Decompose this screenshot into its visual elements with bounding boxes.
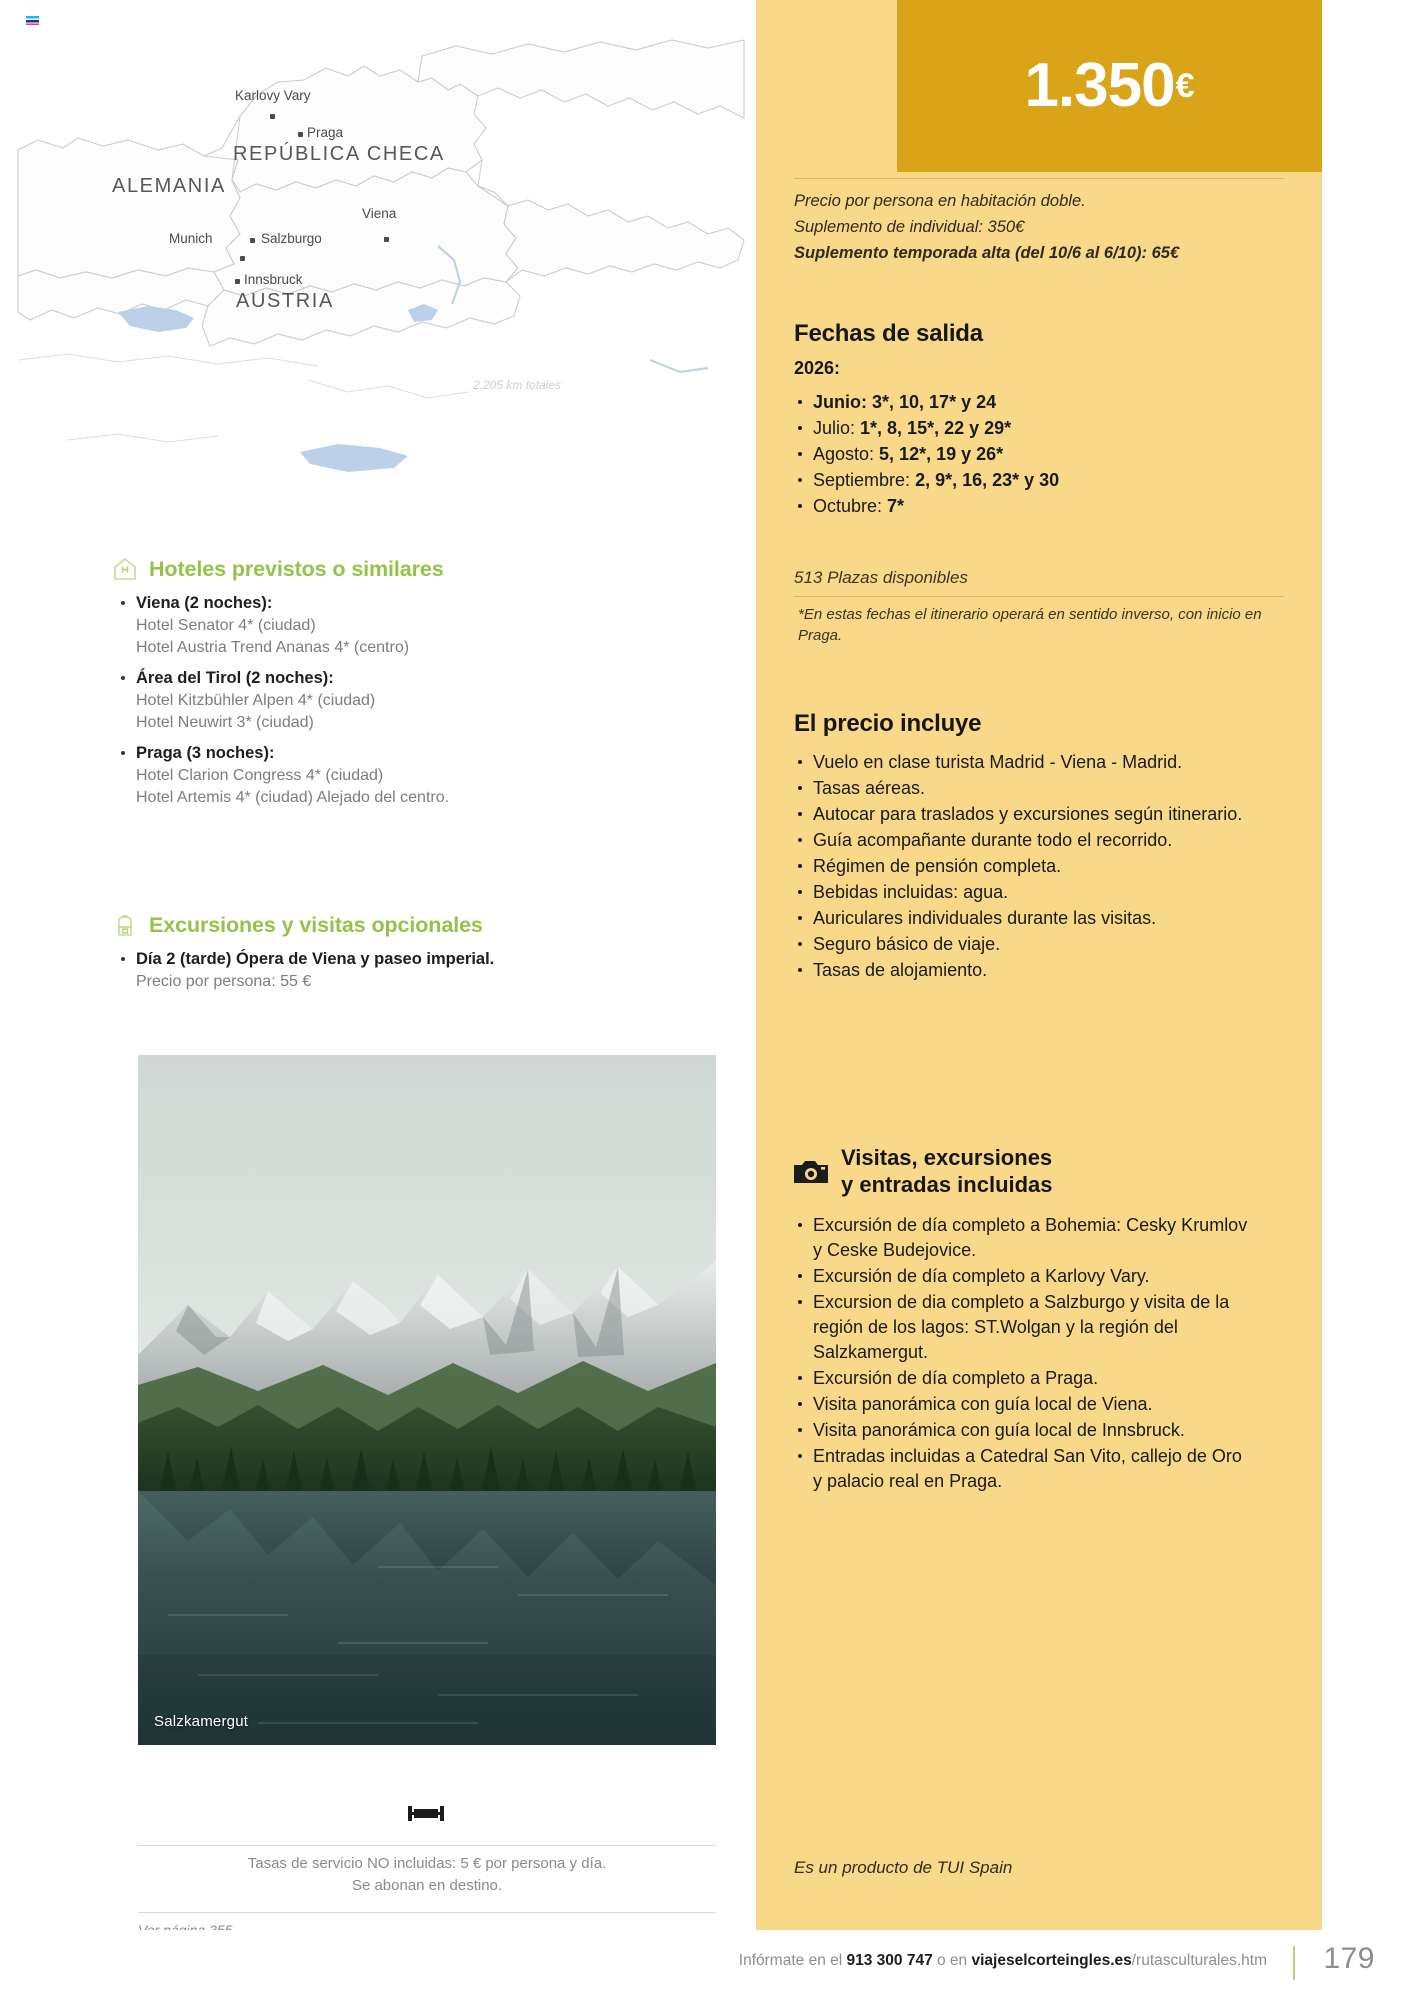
right-info-panel [756,0,1322,1930]
departure-month: Julio: [813,418,861,439]
include-item: Auriculares individuales durante las visitas. [794,906,1249,931]
hotels-heading-text: Hoteles previstos o similares [149,556,444,581]
optional-excursions-heading-text: Excursiones y visitas opcionales [149,912,483,937]
footer-accent-bar [1293,1946,1295,1980]
departures-footnote: *En estas fechas el itinerario operará en sentido inverso, con inicio en Praga. [798,606,1262,644]
visit-item: Excursión de día completo a Karlovy Vary. [794,1264,1254,1289]
include-item: Régimen de pensión completa. [794,854,1249,879]
photo-caption: Salzkamergut [154,1713,249,1730]
map-dot-munich [240,256,245,261]
departure-month: Agosto: [813,444,880,465]
departure-days: 7* [887,496,905,517]
departures-list [794,390,1294,520]
route-map [8,20,748,490]
optional-excursion-price: Precio por persona: 55 € [136,972,312,990]
optional-excursion-item [112,948,732,993]
map-vector [8,20,748,490]
price-divider [794,178,1284,179]
map-city-label-karlovy-vary: Karlovy Vary [235,88,311,103]
departure-days: 2, 9*, 16, 23* y 30 [915,470,1060,491]
map-country-label-alemania: ALEMANIA [112,175,226,197]
departure-month: Octubre: [813,496,888,517]
footer-contact-text [739,1952,1267,1970]
include-item: Tasas de alojamiento. [794,958,1249,983]
visit-item: Entradas incluidas a Catedral San Vito, callejo de Oro y palacio real en Praga. [794,1444,1254,1494]
bed-icon [406,1800,446,1826]
departure-row [794,442,1294,467]
price-note-high-season: Suplemento temporada alta (del 10/6 al 6/10): 65€ [794,244,1180,262]
hotel-name: Hotel Clarion Congress 4* (ciudad) [136,766,384,784]
hotel-name: Hotel Kitzbühler Alpen 4* (ciudad) [136,691,376,709]
footer-middle: o en [932,1952,972,1969]
map-city-label-viena: Viena [362,206,397,221]
include-item: Guía acompañante durante todo el recorrido. [794,828,1249,853]
salzkamergut-lake-photo [138,1055,716,1745]
camera-icon [794,1159,828,1185]
hotel-group-praga [112,742,732,809]
include-item: Tasas aéreas. [794,776,1249,801]
footer-prefix: Infórmate en el [738,1952,847,1969]
hotel-group-viena [112,592,732,659]
departure-row [794,416,1294,441]
hotel-group-tirol [112,667,732,734]
departure-row [794,390,1294,415]
product-provider-note: Es un producto de TUI Spain [794,1858,1013,1877]
map-dot-innsbruck [235,279,240,284]
optional-excursion-title: Día 2 (tarde) Ópera de Viena y paseo imperial. [136,950,495,968]
page-number: 179 [1323,1942,1375,1975]
hotel-name: Hotel Senator 4* (ciudad) [136,616,316,634]
map-city-label-innsbruck: Innsbruck [244,272,303,287]
hotel-group-title: Praga (3 noches): [136,743,275,762]
service-tax-line-2: Se abonan en destino. [351,1876,503,1894]
include-item: Seguro básico de viaje. [794,932,1249,957]
departure-month: Septiembre: [813,470,916,491]
departures-year: 2026: [794,358,841,378]
map-dot-karlovy-vary [270,114,275,119]
tax-divider-bottom [138,1912,716,1913]
footer-site[interactable]: viajeselcorteingles.es [971,1952,1132,1969]
visits-list [794,1213,1254,1495]
price-note-double-room: Precio por persona en habitación doble. [794,192,1086,210]
hotel-name: Hotel Neuwirt 3* (ciudad) [136,713,314,731]
map-country-label-republica-checa: REPÚBLICA CHECA [233,143,445,165]
map-dot-praga [298,132,303,137]
include-item: Autocar para traslados y excursiones según itinerario. [794,802,1249,827]
hotels-list [112,592,732,811]
departure-row [794,494,1294,519]
visits-heading [794,1145,1053,1199]
tax-divider-top [138,1845,716,1846]
departures-heading: Fechas de salida [794,320,983,347]
departure-days: 3*, 10, 17* y 24 [872,392,997,412]
departure-days: 1*, 8, 15*, 22 y 29* [860,418,1012,439]
hotel-group-title: Viena (2 noches): [136,594,273,612]
departure-month: Junio: [813,392,872,412]
includes-list [794,750,1249,984]
hotel-name: Hotel Austria Trend Ananas 4* (centro) [136,638,410,656]
map-city-label-salzburgo: Salzburgo [261,231,322,246]
hotel-name: Hotel Artemis 4* (ciudad) Alejado del centro. [136,788,450,806]
hotels-section-heading [112,556,444,582]
map-dot-salzburgo [250,238,255,243]
map-country-label-austria: AUSTRIA [236,290,334,312]
visits-heading-line-2: y entradas incluidas [841,1171,1053,1197]
optional-excursions-heading [112,912,483,938]
service-tax-note [138,1853,716,1897]
map-total-km-label: 2.205 km totales [473,378,562,392]
page-footer [0,1930,1419,2000]
available-seats: 513 Plazas disponibles [794,568,968,587]
visits-heading-line-1: Visitas, excursiones [841,1145,1053,1170]
visit-item: Visita panorámica con guía local de Viena. [794,1392,1254,1417]
seats-divider [794,596,1284,597]
photo-illustration [138,1055,716,1745]
visit-item: Excursión de día completo a Praga. [794,1366,1254,1391]
include-item: Vuelo en clase turista Madrid - Viena - Madrid. [794,750,1249,775]
map-city-label-munich: Munich [169,231,213,246]
price-amount: 1.350 [1024,51,1175,120]
price-note-single-supplement: Suplemento de individual: 350€ [794,218,1025,236]
departure-days: 5, 12*, 19 y 26* [879,444,1004,465]
visit-item: Visita panorámica con guía local de Innsbruck. [794,1418,1254,1443]
visit-item: Excursión de día completo a Bohemia: Cesky Krumlov y Ceske Budejovice. [794,1213,1254,1263]
footer-phone[interactable]: 913 300 747 [846,1952,933,1969]
visit-item: Excursion de dia completo a Salzburgo y visita de la región de los lagos: ST.Wolgan y la región del Salzkamergut. [794,1290,1254,1365]
include-item: Bebidas incluidas: agua. [794,880,1249,905]
hotel-group-title: Área del Tirol (2 noches): [136,668,334,687]
footer-path[interactable]: /rutasculturales.htm [1131,1952,1267,1969]
optional-excursions-list [112,948,732,995]
hotel-house-icon [112,556,138,582]
price-box [897,0,1322,172]
price-currency: € [1175,66,1195,105]
includes-heading: El precio incluye [794,710,982,737]
departure-row [794,468,1294,493]
map-dot-viena [384,237,389,242]
service-tax-line-1: Tasas de servicio NO incluidas: 5 € por persona y día. [247,1855,607,1872]
backpack-icon [112,912,138,938]
map-city-label-praga: Praga [307,125,344,140]
